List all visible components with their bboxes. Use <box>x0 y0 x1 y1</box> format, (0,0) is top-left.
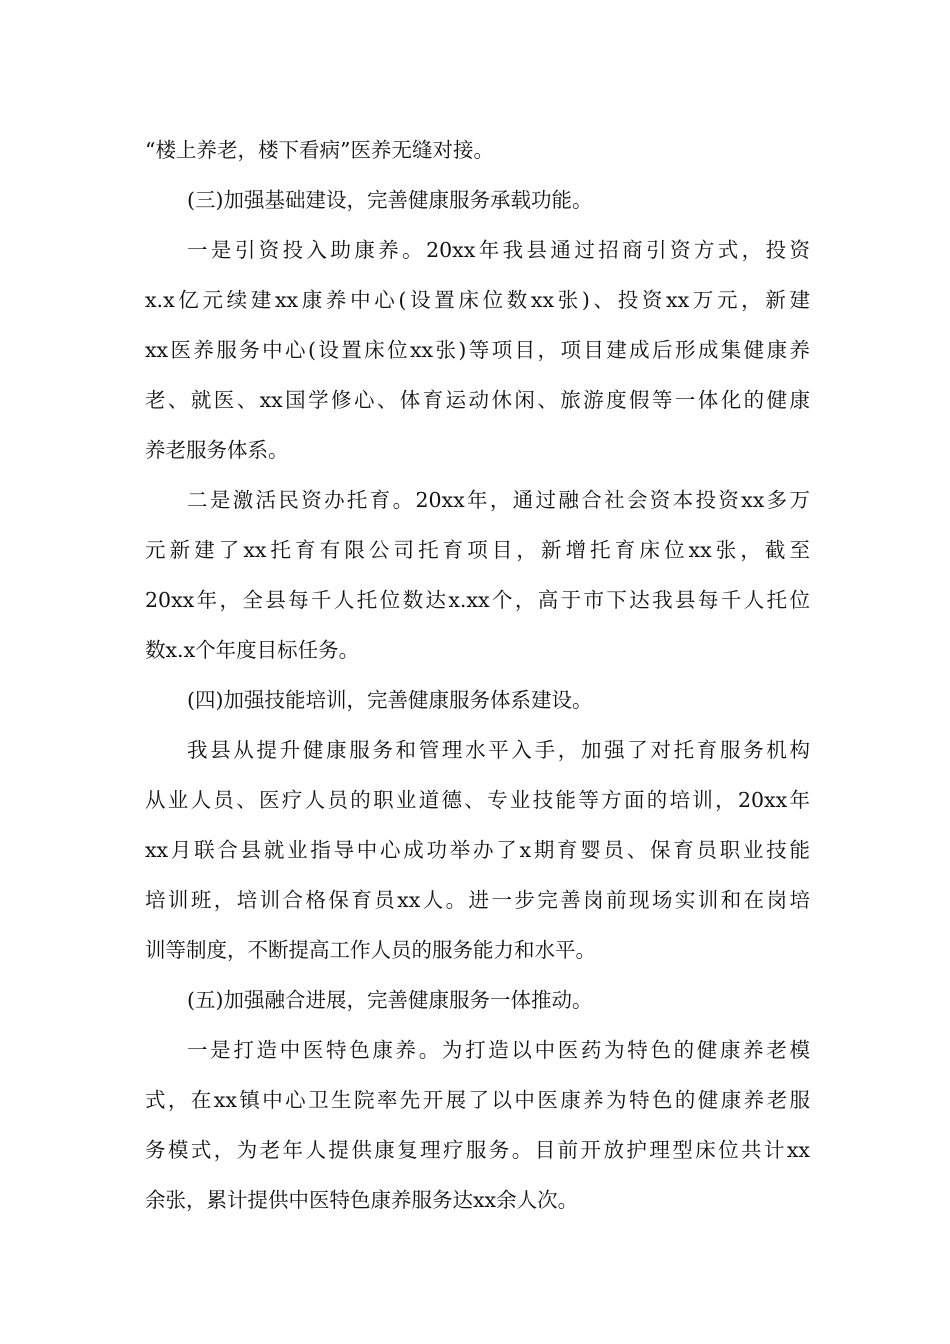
text-line: 20xx年，全县每千人托位数达x.xx个，高于市下达我县每千人托位 <box>145 588 810 612</box>
text-line: 老、就医、xx国学修心、体育运动休闲、旅游度假等一体化的健康 <box>145 388 810 412</box>
text-line: 二是激活民资办托育。20xx年，通过融合社会资本投资xx多万 <box>187 488 810 512</box>
text-line: 一是打造中医特色康养。为打造以中医药为特色的健康养老模 <box>187 1038 810 1062</box>
text-line: 务模式，为老年人提供康复理疗服务。目前开放护理型床位共计xx <box>145 1138 810 1162</box>
text-line: 我县从提升健康服务和管理水平入手，加强了对托育服务机构 <box>187 738 810 762</box>
text-line: 数x.x个年度目标任务。 <box>145 638 360 662</box>
text-line: 余张，累计提供中医特色康养服务达xx余人次。 <box>145 1188 579 1212</box>
section-heading: (五)加强融合进展，完善健康服务一体推动。 <box>187 988 593 1012</box>
text-line: 式，在xx镇中心卫生院率先开展了以中医康养为特色的健康养老服 <box>145 1088 810 1112</box>
text-line: 养老服务体系。 <box>145 438 289 462</box>
text-line: xx月联合县就业指导中心成功举办了x期育婴员、保育员职业技能 <box>145 838 810 862</box>
section-heading: (四)加强技能培训，完善健康服务体系建设。 <box>187 688 593 712</box>
text-line: 训等制度，不断提高工作人员的服务能力和水平。 <box>145 938 596 962</box>
text-line: xx医养服务中心(设置床位xx张)等项目，项目建成后形成集健康养 <box>145 338 810 362</box>
text-line: 元新建了xx托育有限公司托育项目，新增托育床位xx张，截至 <box>145 538 810 562</box>
text-line: x.x亿元续建xx康养中心(设置床位数xx张)、投资xx万元，新建 <box>145 288 810 312</box>
text-line: 培训班，培训合格保育员xx人。进一步完善岗前现场实训和在岗培 <box>145 888 810 912</box>
text-line: “楼上养老，楼下看病”医养无缝对接。 <box>145 138 494 162</box>
section-heading: (三)加强基础建设，完善健康服务承载功能。 <box>187 188 593 212</box>
text-line: 一是引资投入助康养。20xx年我县通过招商引资方式，投资 <box>187 238 810 262</box>
text-line: 从业人员、医疗人员的职业道德、专业技能等方面的培训，20xx年 <box>145 788 810 812</box>
